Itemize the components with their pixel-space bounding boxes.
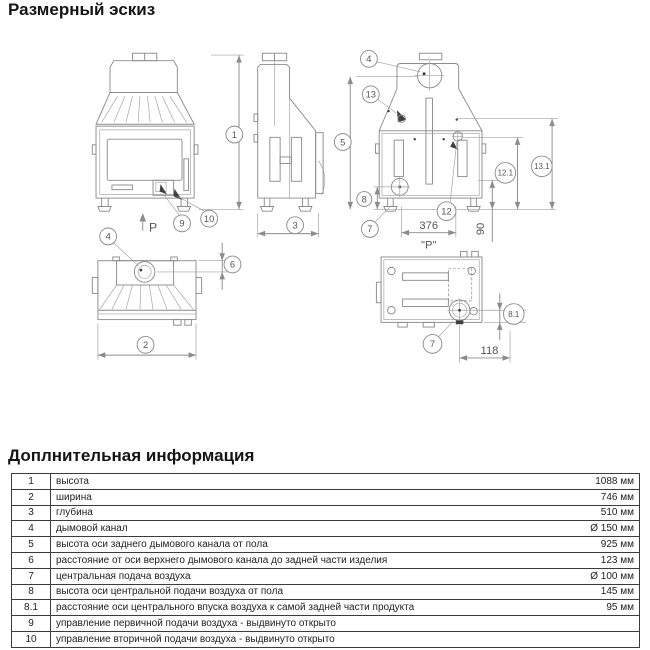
table-row [12, 474, 639, 490]
dimensional-drawing [0, 28, 650, 428]
table-row [12, 600, 639, 616]
row-label: управление вторичной подачи воздуха - выдвинуто открыто [56, 633, 335, 645]
row-value: Ø 100 мм [590, 570, 634, 582]
dim-depth-3 [258, 213, 319, 237]
page-title: Размерный эскиз [8, 0, 156, 19]
front-view [92, 53, 198, 211]
row-value: 1088 мм [595, 475, 634, 487]
row-label: дымовой канал [56, 523, 128, 535]
svg-text:9: 9 [179, 218, 185, 229]
svg-text:5: 5 [340, 137, 346, 148]
row-number: 3 [12, 506, 51, 521]
svg-text:4: 4 [366, 54, 372, 65]
table-row [12, 490, 639, 506]
row-number: 9 [12, 616, 51, 631]
svg-text:2: 2 [142, 340, 149, 351]
row-value: 746 мм [600, 491, 634, 503]
row-label: ширина [56, 491, 92, 503]
svg-text:7: 7 [367, 224, 373, 235]
row-number: 5 [12, 537, 51, 552]
info-table [11, 473, 640, 648]
row-label: высота оси заднего дымового канала от пола [56, 539, 268, 551]
table-row [12, 506, 639, 522]
callout-7-bottom [423, 321, 453, 353]
row-number: 4 [12, 521, 51, 536]
svg-text:10: 10 [203, 213, 215, 224]
dim-width-2 [98, 323, 196, 359]
svg-text:13.1: 13.1 [534, 162, 550, 172]
direction-arrow-p [139, 213, 157, 235]
table-row [12, 616, 639, 632]
callout-7-rear [361, 206, 391, 238]
row-number: 8 [12, 585, 51, 600]
callout-4-rear [361, 50, 421, 71]
dim-118 [460, 325, 510, 362]
svg-text:6: 6 [229, 259, 236, 270]
row-label: расстояние от оси верхнего дымового канала до задней части изделия [56, 554, 388, 566]
table-row [12, 553, 639, 569]
canopy-ribs [102, 96, 187, 122]
svg-text:13: 13 [365, 89, 376, 100]
callout-13 [362, 86, 396, 113]
svg-text:118: 118 [480, 345, 499, 358]
svg-text:3: 3 [292, 220, 298, 231]
section-title: Доплнительная информация [8, 446, 255, 465]
svg-text:1: 1 [231, 129, 237, 140]
row-label: управление первичной подачи воздуха - выдвинуто открыто [56, 618, 336, 630]
svg-text:8: 8 [361, 194, 367, 205]
svg-text:7: 7 [429, 339, 436, 350]
callout-9 [164, 195, 190, 231]
row-label: центральная подача воздуха [56, 570, 191, 582]
table-row [12, 632, 639, 647]
row-value: Ø 150 мм [590, 523, 634, 535]
table-row [12, 585, 639, 601]
row-number: 7 [12, 569, 51, 584]
dim-height-1 [199, 55, 244, 209]
top-view [92, 257, 201, 325]
row-value: 925 мм [600, 539, 634, 551]
row-label: расстояние оси центрального впуска воздуха к самой задней части продукта [56, 602, 415, 614]
side-view [254, 53, 325, 211]
row-number: 8.1 [12, 600, 51, 615]
table-row [12, 521, 639, 537]
row-number: 10 [12, 632, 51, 647]
dim-air-offset-8-1 [472, 293, 526, 340]
row-label: глубина [56, 507, 93, 519]
row-number: 1 [12, 474, 51, 489]
table-row [12, 569, 639, 585]
dim-flue-offset-6 [157, 243, 241, 290]
row-label: высота [56, 475, 89, 487]
svg-text:90: 90 [474, 222, 487, 236]
svg-text:376: 376 [419, 219, 439, 232]
svg-text:12: 12 [441, 206, 452, 217]
row-value: 510 мм [600, 507, 634, 519]
row-number: 2 [12, 490, 51, 505]
view-p-label: "P" [421, 239, 437, 252]
callout-12 [437, 142, 457, 221]
svg-text:8.1: 8.1 [508, 309, 520, 319]
svg-text:12.1: 12.1 [497, 168, 514, 178]
direction-label: P [148, 220, 158, 235]
table-row [12, 537, 639, 553]
row-value: 123 мм [600, 554, 634, 566]
svg-text:4: 4 [105, 231, 111, 242]
row-number: 6 [12, 553, 51, 568]
row-value: 95 мм [606, 602, 634, 614]
row-value: 145 мм [600, 586, 634, 598]
bottom-view [376, 240, 482, 328]
canopy-ribs-top [100, 285, 193, 309]
row-label: высота оси центральной подачи воздуха от пола [56, 586, 284, 598]
